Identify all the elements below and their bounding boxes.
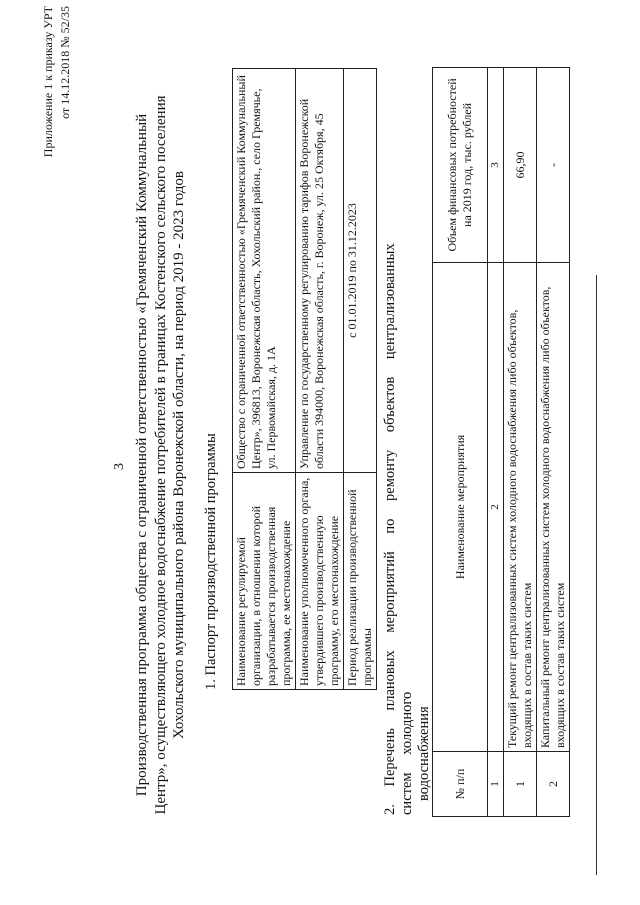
appendix-note [40,6,74,161]
table-row [344,69,377,690]
document-title [133,85,189,825]
bottom-divider [596,275,597,875]
passport-label: Наименование уполномоченного органа, утвердившего производственную программу, его местонахождение [296,473,344,690]
table-row [233,69,296,690]
table-row [537,68,570,817]
column-number: 3 [488,68,504,263]
measure-amount: - [537,68,570,263]
header-number: № п/п [433,752,488,817]
column-number: 2 [488,262,504,751]
passport-value: Управление по государственному регулированию тарифов Воронежской области 394000, Воронежская область, г. Воронеж, ул. 25 Октября, 45 [296,69,344,473]
row-number: 1 [504,752,537,817]
appendix-line-2: от 14.12.2018 № 52/35 [58,6,72,119]
page-number: 3 [112,463,127,470]
row-number: 2 [537,752,570,817]
passport-label: Наименование регулируемой организации, в отношении которой разрабатывается производственная программа, ее местонахождение [233,473,296,690]
column-number: 1 [488,752,504,817]
section-2-heading-line-1: 2. Перечень плановых мероприятий по ремонту объектов централизованных систем холодного [382,243,415,815]
passport-table [232,68,377,690]
table-header-row [433,68,488,817]
measure-amount: 66,90 [504,68,537,263]
title-line-3: Хохольского муниципального района Воронежской области, на период 2019 - 2023 годов [171,171,187,739]
table-column-number-row [488,68,504,817]
passport-value: с 01.01.2019 по 31.12.2023 [344,69,377,473]
appendix-line-1: Приложение 1 к приказу УРТ [41,6,55,158]
measure-name: Капитальный ремонт централизованных систем холодного водоснабжения либо объектов, входящих в состав таких систем [537,262,570,751]
repair-measures-table [432,67,570,817]
header-financial-volume: Объем финансовых потребностей на 2019 год, тыс. рублей [433,68,488,263]
header-measure-name: Наименование мероприятия [433,262,488,751]
section-1-heading: 1. Паспорт производственной программы [203,433,219,690]
title-line-1: Производственная программа общества с ограниченной ответственностью «Гремяченский Коммунальный [134,113,150,797]
section-2-heading [382,225,433,815]
table-row [504,68,537,817]
measure-name: Текущий ремонт централизованных систем холодного водоснабжения либо объектов, входящих в состав таких систем [504,262,537,751]
section-2-heading-line-2: водоснабжения [416,706,432,801]
table-row [296,69,344,690]
passport-value: Общество с ограниченной ответственностью «Гремяченский Коммунальный Центр», 396813, Воронежская область, Хохольский район., село Гремячье, ул. Первомайская, д. 1А [233,69,296,473]
passport-label: Период реализации производственной программы [344,473,377,690]
title-line-2: Центр», осуществляющего холодное водоснабжение потребителей в границах Костенского сельского поселения [152,95,169,815]
